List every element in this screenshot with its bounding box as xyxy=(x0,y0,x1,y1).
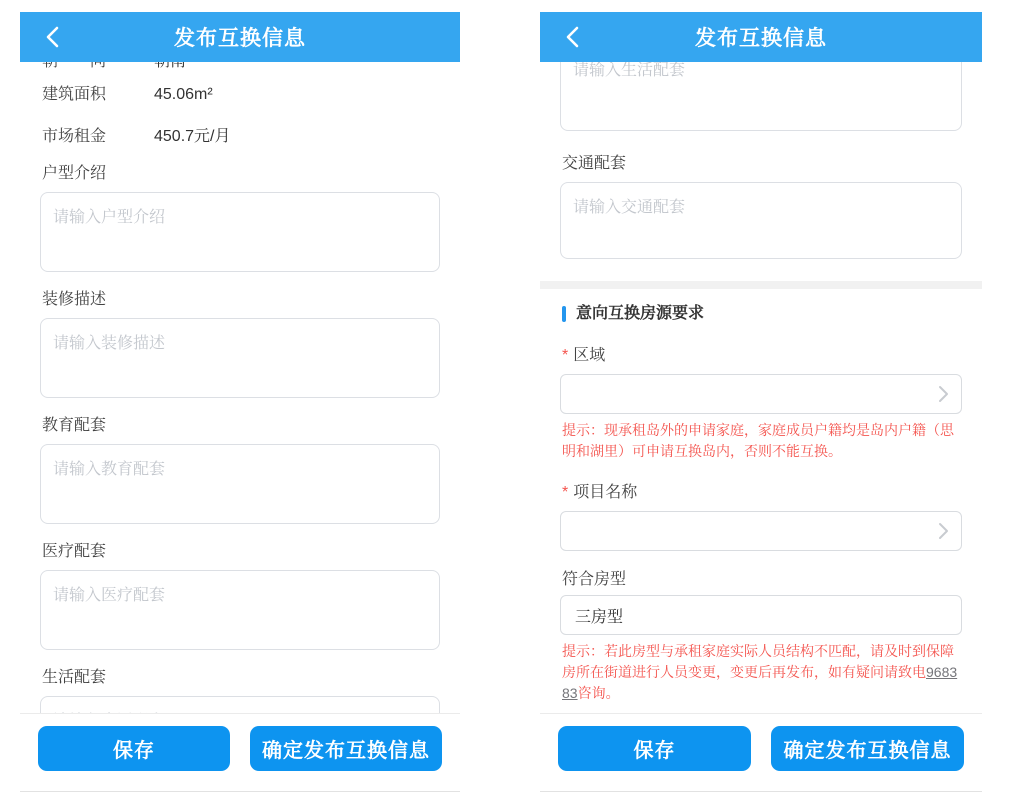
back-button[interactable] xyxy=(34,12,70,62)
confirm-publish-button[interactable]: 确定发布互换信息 xyxy=(250,726,442,771)
region-label-text: 区域 xyxy=(573,347,606,364)
building-area-row xyxy=(42,86,438,104)
room-type-hint-suffix: 咨询。 xyxy=(577,685,620,701)
save-button[interactable]: 保存 xyxy=(38,726,230,771)
form-content-right xyxy=(540,62,982,810)
room-type-hint xyxy=(562,641,960,704)
room-type-hint-text: 提示：若此房型与承租家庭实际人员结构不匹配，请及时到保障房所在街道进行人员变更，变更后再发布，如有疑问请致电 xyxy=(562,643,954,680)
traffic-label: 交通配套 xyxy=(562,155,627,172)
app-header xyxy=(540,12,982,62)
education-label: 教育配套 xyxy=(42,417,107,434)
back-icon xyxy=(46,26,59,48)
market-rent-value: 450.7元/月 xyxy=(154,128,231,145)
section-divider xyxy=(540,281,982,289)
region-label xyxy=(562,347,960,365)
section-title: 意向互换房源要求 xyxy=(576,305,705,322)
education-textarea[interactable] xyxy=(40,444,440,524)
required-asterisk: * xyxy=(562,484,569,501)
medical-textarea[interactable] xyxy=(40,570,440,650)
building-area-value: 45.06m² xyxy=(154,86,213,103)
region-hint: 提示：现承租岛外的申请家庭，家庭成员户籍均是岛内户籍（思明和湖里）可申请互换岛内，否则不能互换。 xyxy=(562,422,954,459)
room-type-input[interactable] xyxy=(560,595,962,635)
required-asterisk: * xyxy=(562,347,569,364)
traffic-textarea[interactable] xyxy=(560,182,962,259)
unit-layout-label: 户型介绍 xyxy=(42,165,107,182)
back-icon xyxy=(566,26,579,48)
chevron-right-icon xyxy=(938,522,949,540)
screen-left xyxy=(20,0,460,810)
medical-label: 医疗配套 xyxy=(42,543,107,560)
phone-number-link[interactable]: 968383 xyxy=(562,664,958,701)
market-rent-row xyxy=(42,128,438,146)
decoration-textarea[interactable] xyxy=(40,318,440,398)
unit-layout-textarea[interactable] xyxy=(40,192,440,272)
room-type-label: 符合房型 xyxy=(562,571,627,588)
project-name-label xyxy=(562,484,960,502)
market-rent-label: 市场租金 xyxy=(42,128,107,145)
screen-right xyxy=(540,0,982,810)
decoration-label: 装修描述 xyxy=(42,291,107,308)
project-name-select[interactable] xyxy=(560,511,962,551)
chevron-right-icon xyxy=(938,385,949,403)
back-button[interactable] xyxy=(554,12,590,62)
page-title: 发布互换信息 xyxy=(174,27,306,50)
app-header xyxy=(20,12,460,62)
region-select[interactable] xyxy=(560,374,962,414)
living-label: 生活配套 xyxy=(42,669,107,686)
section-header xyxy=(562,305,960,323)
page-title: 发布互换信息 xyxy=(695,27,827,50)
section-accent-bar xyxy=(562,306,566,322)
form-content-left xyxy=(20,62,460,810)
save-button[interactable]: 保存 xyxy=(558,726,751,771)
confirm-publish-button[interactable]: 确定发布互换信息 xyxy=(771,726,964,771)
footer-bar-left xyxy=(20,713,460,792)
footer-bar-right xyxy=(540,713,982,792)
project-name-label-text: 项目名称 xyxy=(573,484,638,501)
building-area-label: 建筑面积 xyxy=(42,86,107,103)
